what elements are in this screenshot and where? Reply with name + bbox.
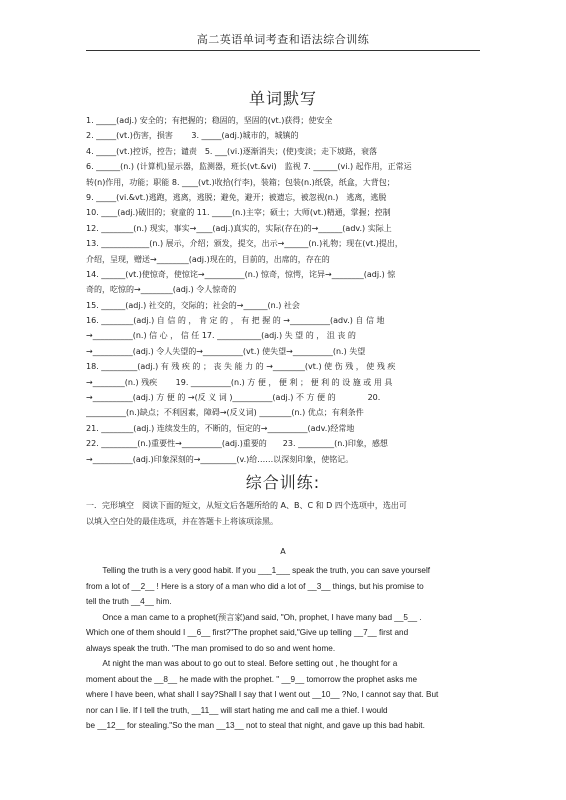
vocab-line: 介绍，呈现，赠送→________(adj.)现在的，目前的，出席的，存在的 bbox=[86, 254, 330, 264]
vocab-line: →__________(adj.)印象深刻的→_________(v.)给……以深刻印象，使铭记。 bbox=[86, 454, 354, 464]
cloze-passage bbox=[86, 563, 480, 734]
vocab-line: →__________(adj.) 令人失望的→__________(vt.) 使失望→__________(n.) 失望 bbox=[86, 346, 366, 356]
passage-line: always speak the truth. "The man promised to do so and went home. bbox=[86, 643, 336, 653]
vocab-line: →__________(adj.) 方 便 的 →(反 义 词 )__________(adj.) 不 方 便 的 20. bbox=[86, 393, 381, 403]
vocab-line: 10. ____(adj.)破旧的；衰童的 11. _____(n.)主宰；硕士；大师(vt.)精通，掌握；控制 bbox=[86, 208, 391, 218]
vocab-line: 奇的，吃惊的→________(adj.) 令人惊奇的 bbox=[86, 285, 237, 295]
vocab-line: 16. ________(adj.) 自 信 的 ， 肯 定 的 ， 有 把 握 的 →__________(adv.) 自 信 地 bbox=[86, 316, 385, 326]
passage-line: tell the truth __4__ him. bbox=[86, 597, 172, 606]
passage-line: Telling the truth is a very good habit. If you ___1___ speak the truth, you can save yourself bbox=[86, 566, 431, 575]
vocab-line: →__________(n.) 信 心 ， 信 任 17. ___________(adj.) 失 望 的 ， 沮 丧 的 bbox=[86, 331, 356, 341]
passage-line: moment about the __8__ he made with the prophet. " __9__ tomorrow the prophet asks me bbox=[86, 674, 418, 684]
vocab-line: 18. _________(adj.) 有 残 疾 的 ； 丧 失 能 力 的 →________(vt.) 使 伤 残 ， 使 残 疾 bbox=[86, 362, 396, 372]
vocab-line: 2. _____(vt.)伤害，损害 3. _____(adj.)城市的，城镇的 bbox=[86, 131, 299, 141]
instruction-line: 一．完形填空 阅读下面的短文，从短文后各题所给的 A、B、C 和 D 四个选项中，选出可 bbox=[86, 501, 407, 510]
vocab-line: 22. _________(n.)重要性→__________(adj.)重要的 23. _________(n.)印象，感想 bbox=[86, 439, 388, 449]
passage-line: where I have been, what shall I say?Shall I say that I went out __10__ ?No, I cannot say that. But bbox=[86, 690, 439, 699]
cloze-instructions bbox=[86, 498, 480, 530]
passage-line: nor can I lie. If I tell the truth, __11__ will start hating me and call me a thief. I would bbox=[86, 705, 388, 715]
header-divider bbox=[86, 50, 480, 51]
vocab-line: 14. ______(vt.)使惊奇，使惊诧→__________(n.) 惊奇，惊愕，诧异→________(adj.) 惊 bbox=[86, 269, 396, 279]
passage-line: be __12__ for stealing."So the man __13__ not to steal that night, and gave up this bad habit. bbox=[86, 721, 425, 730]
instruction-line: 以填入空白处的最佳选项，并在答题卡上将该项涂黑。 bbox=[86, 517, 278, 526]
vocab-line: 21. ________(adj.) 连续发生的，不断的，恒定的→__________(adv.)经常地 bbox=[86, 423, 355, 433]
practice-section-title: 综合训练: bbox=[245, 473, 321, 492]
passage-line: Once a man came to a prophet(预言家)and said, "Oh, prophet, I have many bad __5__ . bbox=[86, 612, 422, 622]
passage-line: At night the man was about to go out to steal. Before setting out , he thought for a bbox=[86, 659, 398, 668]
vocab-line: 6. ______(n.) (计算机)显示器，监测器，班长(vt.&vi) 监视 7. ______(vi.) 起作用，正常运 bbox=[86, 162, 412, 172]
passage-part-label: A bbox=[280, 547, 286, 556]
passage-line: from a lot of __2__ ! Here is a story of a man who did a lot of __3__ things, but his promise to bbox=[86, 581, 424, 591]
vocab-line: 13. ____________(n.) 展示，介绍；颁发，提交，出示→______(n.)礼物；现在(vt.)提出， bbox=[86, 239, 403, 249]
vocab-line: 15. ______(adj.) 社交的，交际的；社会的→______(n.) 社会 bbox=[86, 300, 300, 310]
passage-line: Which one of them should I __6__ first?"The prophet said,"Give up telling __7__ first and bbox=[86, 628, 409, 637]
vocab-line: 4. _____(vt.)控诉，控告；谴责 5. ___(vi.)逐渐消失；(使)变淡；走下坡路，衰落 bbox=[86, 146, 377, 156]
vocab-line: →________(n.) 残疾 19. __________(n.) 方 便 ， 便 利 ； 便 利 的 设 施 或 用 具 bbox=[86, 377, 393, 387]
vocab-exercise bbox=[86, 113, 480, 467]
vocab-line: 9. _____(vi.&vt.)逃跑，逃离，逃脱；避免，避开；被遗忘，被忽视(n.) 逃离，逃脱 bbox=[86, 192, 387, 202]
vocab-line: 转(n)作用，功能；职能 8. ____(vt.)收拾(行李)，装箱；包装(n.)纸袋，纸盒，大背包； bbox=[86, 177, 395, 187]
vocab-line: __________(n.)缺点；不利因素，障碍→(反义词) ________(n.) 优点；有利条件 bbox=[86, 408, 364, 418]
page-header-title: 高二英语单词考查和语法综合训练 bbox=[196, 33, 370, 46]
vocab-line: 1. _____(adj.) 安全的；有把握的；稳固的，坚固的(vt.)获得；使安全 bbox=[86, 116, 333, 125]
vocab-line: 12. ________(n.) 现实，事实→____(adj.)真实的，实际(存在)的→______(adv.) 实际上 bbox=[86, 223, 392, 233]
vocab-section-title: 单词默写 bbox=[248, 89, 317, 108]
